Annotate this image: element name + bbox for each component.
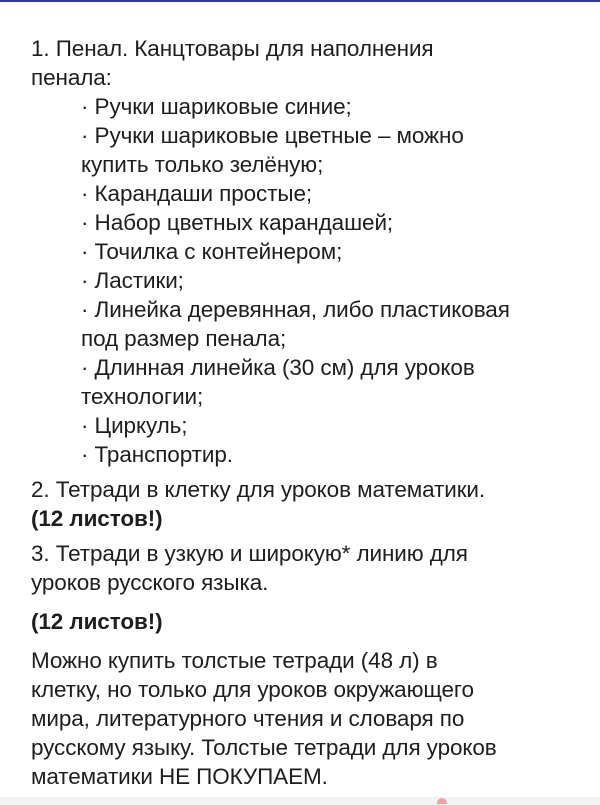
bottom-strip	[0, 797, 600, 805]
item-3-line-1: 3. Тетради в узкую и широкую* линию для	[31, 541, 468, 566]
list-item: · Ручки шариковые цветные – можно	[81, 123, 464, 148]
top-divider	[0, 0, 600, 2]
list-item: · Циркуль;	[81, 413, 188, 438]
item-1-line-2: пенала:	[31, 65, 112, 90]
note-line-4: русскому языку. Толстые тетради для уроков	[31, 735, 497, 760]
list-item: · Карандаши простые;	[81, 181, 313, 206]
item-3-line-2: уроков русского языка.	[31, 570, 269, 595]
list-item-continuation: купить только зелёную;	[81, 152, 324, 177]
pencil-case-list	[31, 92, 576, 469]
note-line-3: мира, литературного чтения и словаря по	[31, 706, 465, 731]
partial-icon	[437, 798, 447, 804]
list-item-continuation: технологии;	[81, 384, 204, 409]
list-item: · Ручки шариковые синие;	[81, 94, 352, 119]
list-item: · Линейка деревянная, либо пластиковая	[81, 297, 510, 322]
list-item: · Набор цветных карандашей;	[81, 210, 394, 235]
list-item: · Ластики;	[81, 268, 184, 293]
list-item: · Транспортир.	[81, 442, 233, 467]
item-3-note: (12 листов!)	[31, 609, 163, 634]
item-2-note: (12 листов!)	[31, 506, 163, 531]
note-line-1: Можно купить толстые тетради (48 л) в	[31, 648, 438, 673]
list-item: · Длинная линейка (30 см) для уроков	[81, 355, 475, 380]
item-1-line-1: 1. Пенал. Канцтовары для наполнения	[31, 36, 434, 61]
message-body	[31, 34, 576, 791]
note-line-2: клетку, но только для уроков окружающего	[31, 677, 474, 702]
note-line-5: математики НЕ ПОКУПАЕМ.	[31, 764, 328, 789]
list-item: · Точилка с контейнером;	[81, 239, 343, 264]
list-item-continuation: под размер пенала;	[81, 326, 287, 351]
item-2-line-1: 2. Тетради в клетку для уроков математики.	[31, 477, 486, 502]
